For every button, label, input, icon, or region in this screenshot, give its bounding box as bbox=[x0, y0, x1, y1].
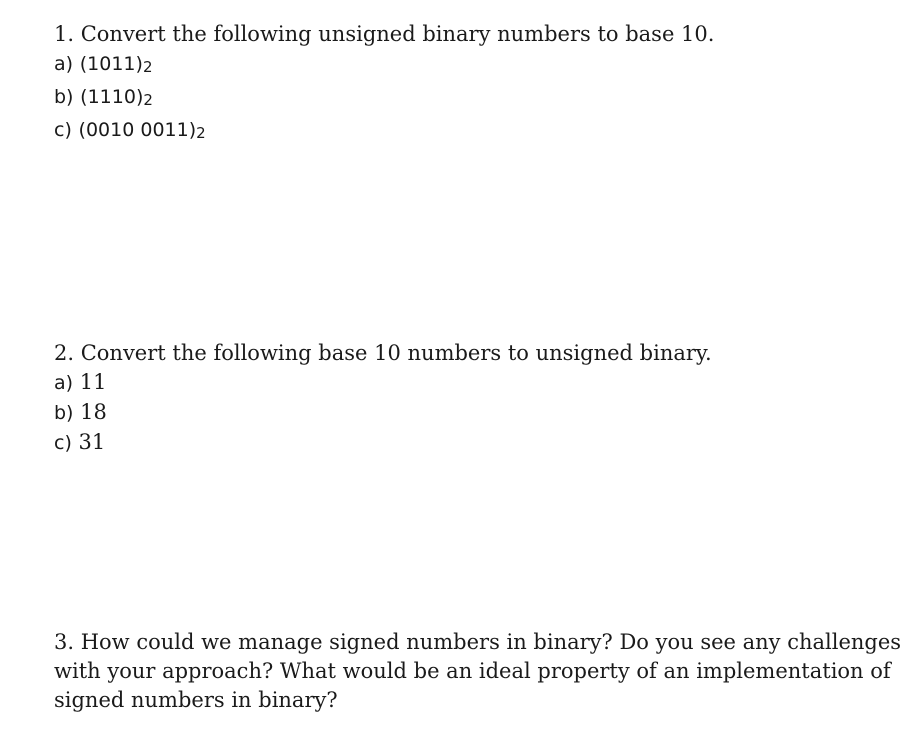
item-label: b) bbox=[54, 402, 74, 424]
question-1-item-c bbox=[54, 115, 714, 148]
question-1-item-a bbox=[54, 49, 714, 82]
question-1 bbox=[54, 20, 714, 148]
item-value: 31 bbox=[78, 430, 106, 454]
item-label: b) bbox=[54, 86, 74, 108]
question-3-prompt: 3. How could we manage signed numbers in binary? Do you see any challenges with your approach? What would be an ideal property of an implementation of signed numbers in binary? bbox=[54, 630, 902, 712]
question-2-item-b bbox=[54, 398, 712, 428]
item-base-subscript: 2 bbox=[196, 124, 206, 142]
question-1-item-b bbox=[54, 82, 714, 115]
item-label: c) bbox=[54, 119, 72, 141]
question-3 bbox=[54, 628, 909, 715]
item-base-subscript: 2 bbox=[143, 91, 153, 109]
question-2-item-c bbox=[54, 428, 712, 458]
item-value: (1011) bbox=[79, 53, 143, 75]
item-value: 18 bbox=[80, 400, 107, 424]
item-label: a) bbox=[54, 372, 74, 394]
question-2 bbox=[54, 339, 712, 458]
item-value: (0010 0011) bbox=[78, 119, 197, 141]
item-value: (1110) bbox=[80, 86, 144, 108]
question-2-prompt: 2. Convert the following base 10 numbers to unsigned binary. bbox=[54, 341, 712, 365]
item-label: a) bbox=[54, 53, 74, 75]
question-1-prompt: 1. Convert the following unsigned binary numbers to base 10. bbox=[54, 22, 715, 46]
item-base-subscript: 2 bbox=[142, 58, 153, 76]
question-2-item-a bbox=[54, 368, 712, 398]
item-label: c) bbox=[54, 432, 72, 454]
item-value: 11 bbox=[79, 370, 107, 394]
